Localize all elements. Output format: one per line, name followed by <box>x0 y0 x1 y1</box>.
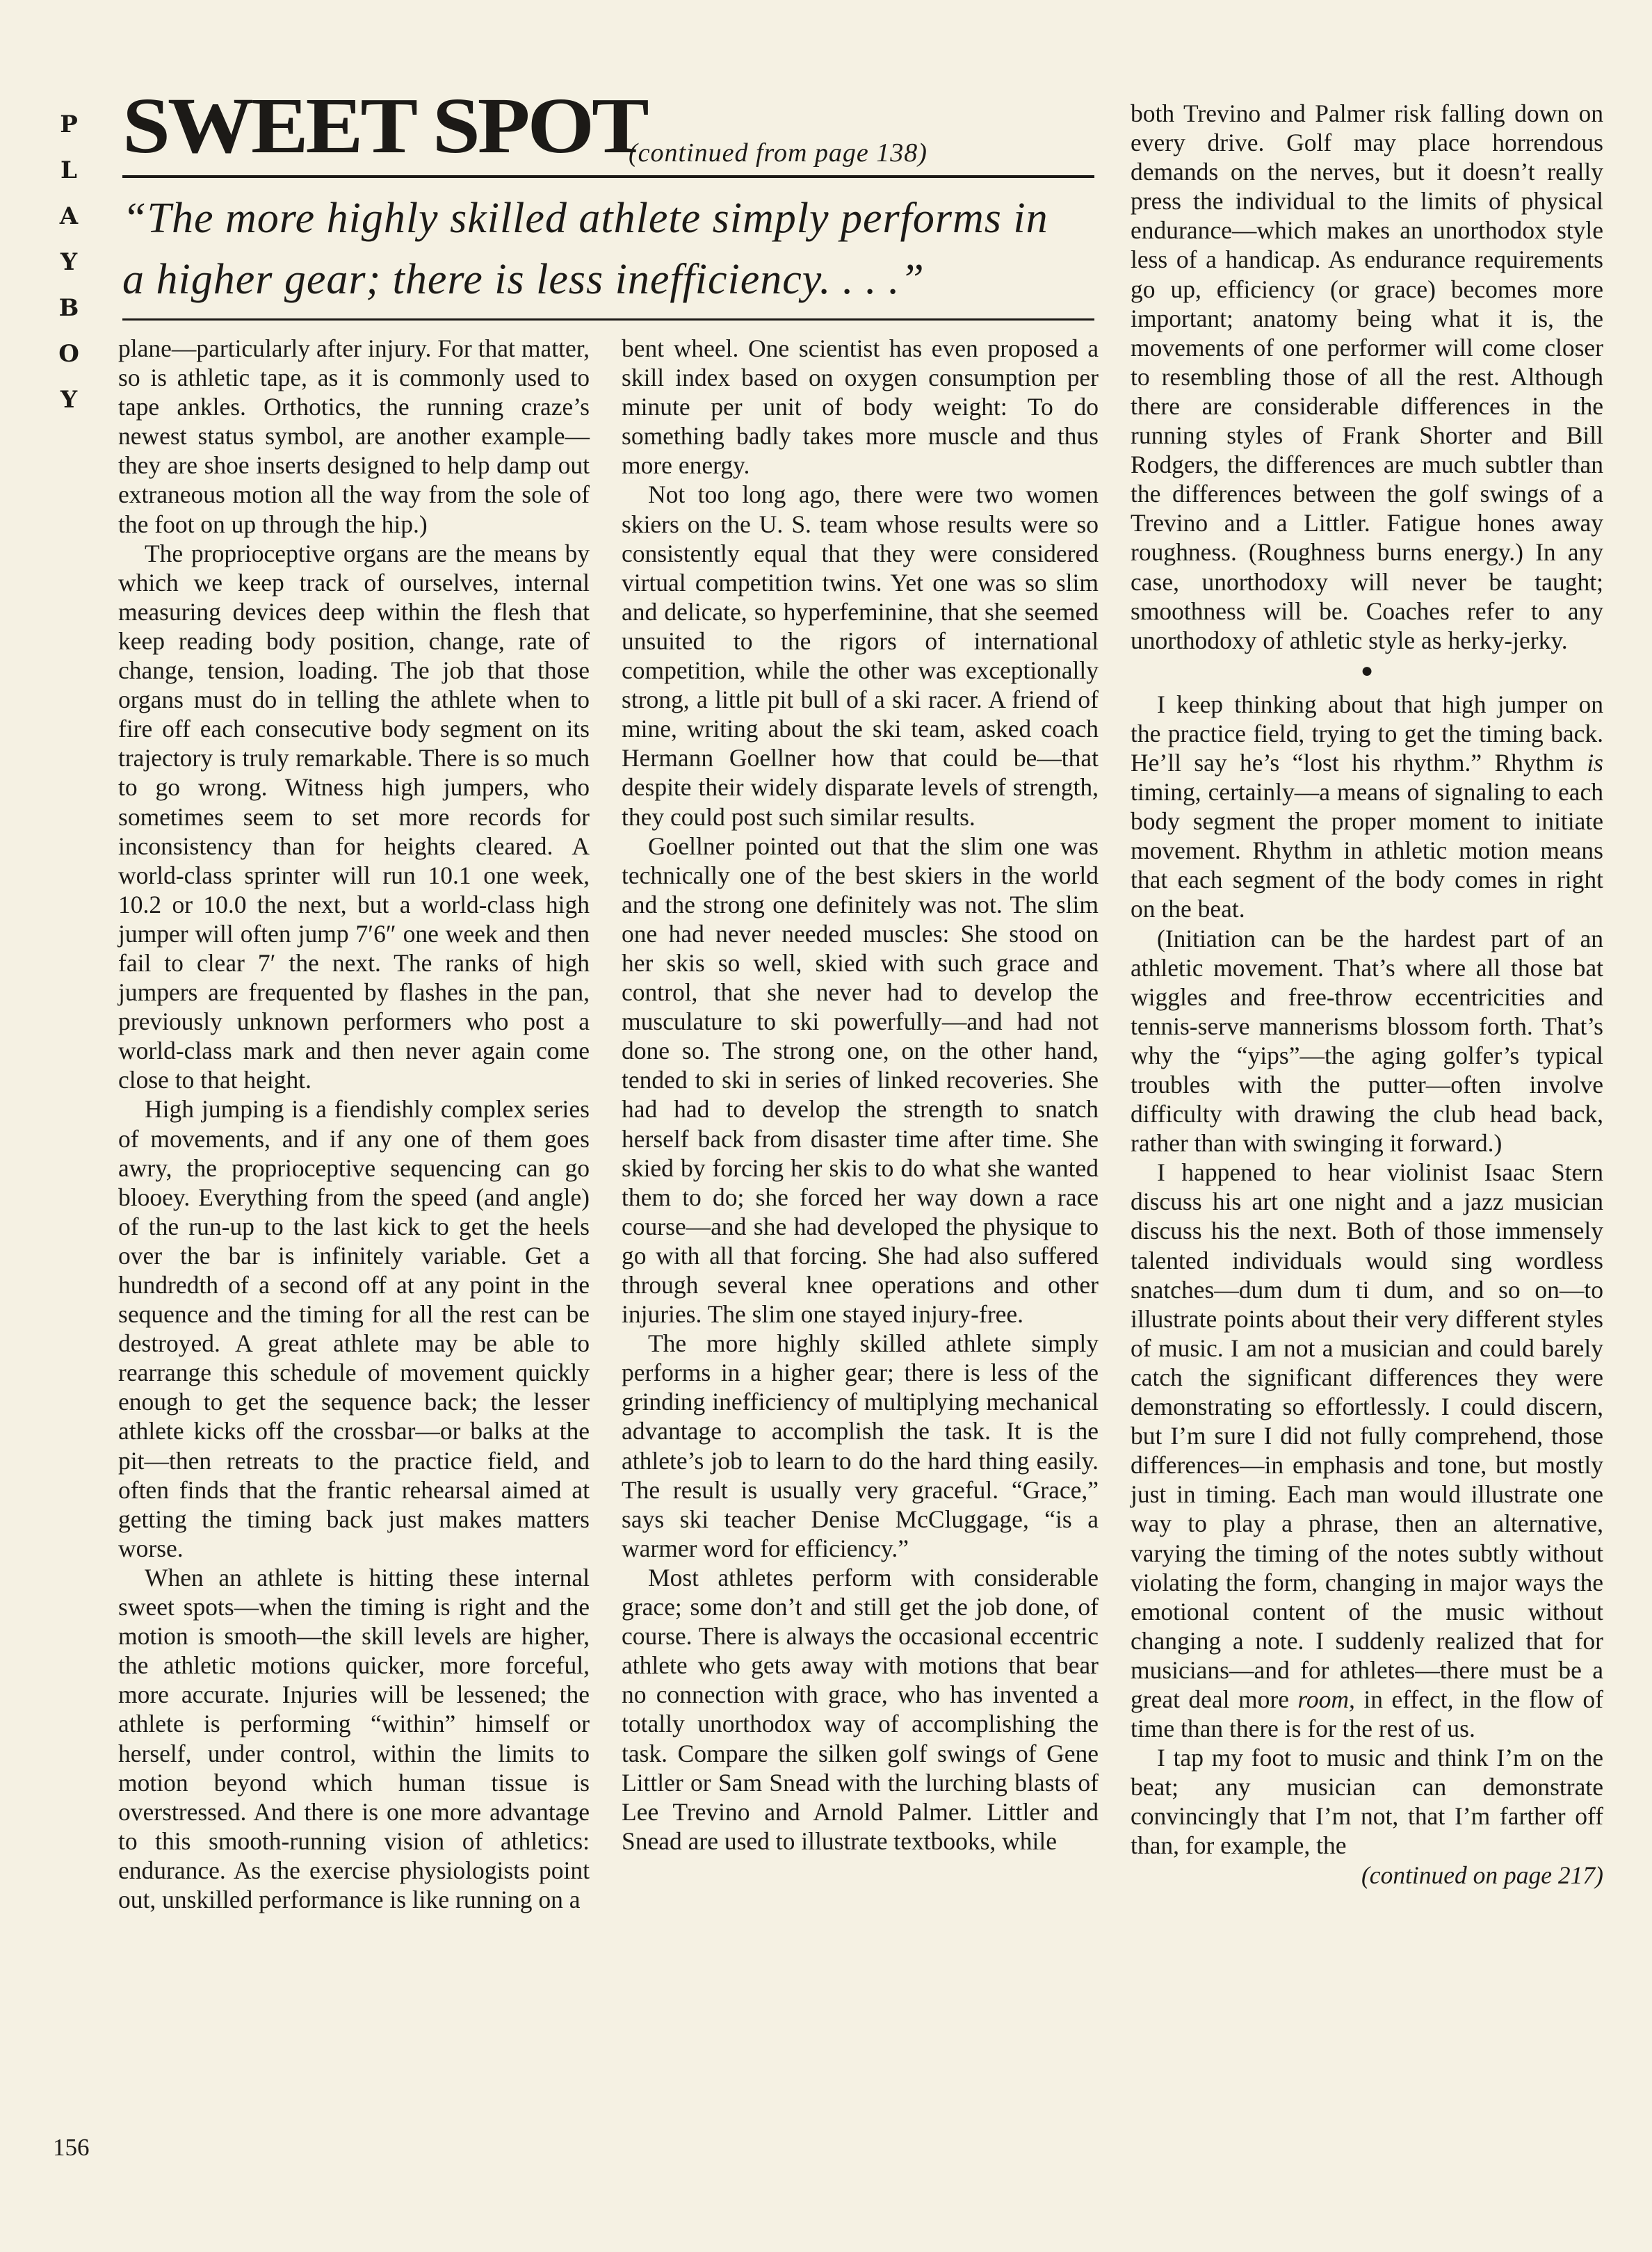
side-label-letter: O <box>58 340 79 368</box>
page-number: 156 <box>53 2134 90 2161</box>
paragraph: plane—particularly after injury. For that matter, so is athletic tape, as it is commonly used to tape ankles. Orthotics, the running craze’s newest status symbol, are another example—they are shoe inserts designed to help damp out extraneous motion all the way from the sole of the foot on up through the hip.) <box>118 334 590 538</box>
paragraph-text: I happened to hear violinist Isaac Stern discuss his art one night and a jazz musician discuss his the next. Both of those immensely talented individuals would sing wordless snatches—dum dum ti dum, and so on—to illustrate points about their very different styles of music. I am not a musician and could barely catch the significant differences they were demonstrating so effortlessly. I could discern, but I’m sure I did not fully comprehend, those differences—in emphasis and tone, but mostly just in timing. Each man would illustrate one way to play a phrase, then an alternative, varying the timing of the notes subtly without violating the form, changing in major ways the emotional content of the music without changing a note. I suddenly realized that for musicians—and for athletes—there must be a great deal more <box>1131 1158 1603 1713</box>
paragraph: The more highly skilled athlete simply performs in a higher gear; there is less of the grinding inefficiency of multiplying mechanical advantage to accomplish the task. It is the athlete’s job to learn to do the hard thing easily. The result is usually very graceful. “Grace,” says ski teacher Denise McCluggage, “is a warmer word for efficiency.” <box>622 1329 1099 1562</box>
pull-quote-rule <box>122 318 1094 321</box>
paragraph-text: I keep thinking about that high jumper on the practice field, trying to get the timing back. He’ll say he’s “lost his rhythm.” Rhythm <box>1131 690 1603 777</box>
pull-quote-line: a higher gear; there is less inefficiency. . . .” <box>122 256 925 303</box>
paragraph-text: timing, certainly—a means of signaling to each body segment the proper moment to initiate movement. Rhythm in athletic motion means that each segment of the body comes in right on the beat. <box>1131 778 1603 923</box>
pull-quote <box>122 188 1096 310</box>
continued-on-note: (continued on page 217) <box>1361 1861 1603 1889</box>
article-header <box>122 81 1096 170</box>
emphasis-text: is <box>1587 748 1603 777</box>
header-rule <box>122 175 1094 178</box>
article-title: SWEET SPOT <box>122 81 647 170</box>
side-label-letter: P <box>60 111 78 138</box>
paragraph: Most athletes perform with considerable grace; some don’t and still get the job done, of course. There is always the occasional eccentric athlete who gets away with motions that bear no connection with grace, who has invented a totally unorthodox way of accomplishing the task. Compare the silken golf swings of Gene Littler or Sam Snead with the lurching blasts of Lee Trevino and Arnold Palmer. Littler and Snead are used to illustrate textbooks, while <box>622 1563 1099 1855</box>
paragraph: When an athlete is hitting these internal sweet spots—when the timing is right and the motion is smooth—the skill levels are higher, the athletic motions quicker, more forceful, more accurate. Injuries will be lessened; the athlete is performing “within” himself or herself, under control, within the limits to motion beyond which human tissue is overstressed. And there is one more advantage to this smooth-running vision of athletics: endurance. As the exercise physiologists point out, unskilled performance is like running on a <box>118 1563 590 1913</box>
paragraph-text: in effect, in the flow of time than there is for the rest of us. <box>1131 1685 1603 1743</box>
paragraph: Not too long ago, there were two women skiers on the U. S. team whose results were so consistently equal that they were considered virtual competition twins. Yet one was so slim and delicate, so hyperfeminine, that she seemed unsuited to the rigors of international competition, while the other was exceptionally strong, a little pit bull of a ski racer. A friend of mine, writing about the ski team, asked coach Hermann Goellner how that could be—that despite their widely disparate levels of strength, they could post such similar results. <box>622 480 1099 831</box>
article-column-3 <box>1131 99 1603 1890</box>
magazine-side-label <box>51 102 86 423</box>
pull-quote-line: “The more highly skilled athlete simply performs in <box>122 195 1048 242</box>
paragraph: (Initiation can be the hardest part of an athletic movement. That’s where all those bat wiggles and free-throw eccentricities and tennis-serve mannerisms blossom forth. That’s why the “yips”—the aging golfer’s typical troubles with the putter—often involve difficulty with drawing the club head back, rather than with swinging it forward.) <box>1131 924 1603 1158</box>
side-label-letter: B <box>58 294 79 322</box>
paragraph <box>1131 690 1603 924</box>
article-column-1 <box>118 334 590 1914</box>
paragraph <box>1131 1158 1603 1743</box>
continued-from-note: (continued from page 138) <box>629 138 928 168</box>
paragraph: bent wheel. One scientist has even proposed a skill index based on oxygen consumption per minute per unit of body weight: To do something badly takes more muscle and thus more energy. <box>622 334 1099 480</box>
section-separator-dot: ● <box>1360 658 1374 682</box>
paragraph: Goellner pointed out that the slim one was technically one of the best skiers in the world and the strong one definitely was not. The slim one had never needed muscles: She stood on her skis so well, skied with such grace and control, that she never had to develop the musculature to ski powerfully—and had not done so. The strong one, on the other hand, tended to ski in series of linked recoveries. She had had to develop the strength to snatch herself back from disaster time after time. She skied by forcing her skis to do what she wanted them to do; she forced her way down a race course—and she had developed the physique to go with all that forcing. She had also suffered through several knee operations and other injuries. The slim one stayed injury-free. <box>622 832 1099 1329</box>
paragraph: I tap my foot to music and think I’m on the beat; any musician can demonstrate convincingly that I’m not, that I’m farther off than, for example, the <box>1131 1744 1603 1860</box>
side-label-letter: L <box>60 156 77 184</box>
emphasis-text: room, <box>1297 1685 1355 1713</box>
side-label-letter: Y <box>60 248 78 276</box>
paragraph: The proprioceptive organs are the means by which we keep track of ourselves, internal measuring devices deep within the flesh that keep reading body position, change, rate of change, tension, loading. The job that those organs must do in telling the athlete when to fire off each consecutive body segment on its trajectory is truly remarkable. There is so much to go wrong. Witness high jumpers, who sometimes seem to set more records for inconsistency than for heights cleared. A world-class sprinter will run 10.1 one week, 10.2 or 10.0 the next, but a world-class high jumper will often jump 7′6″ one week and then fail to clear 7′ the next. The ranks of high jumpers are frequented by flashes in the pan, previously unknown performers who post a world-class mark and then never again come close to that height. <box>118 539 590 1094</box>
side-label-letter: Y <box>60 386 78 414</box>
side-label-letter: A <box>59 202 79 230</box>
paragraph: High jumping is a fiendishly complex series of movements, and if any one of them goes awry, the proprioceptive sequencing can go blooey. Everything from the speed (and angle) of the run-up to the last kick to get the heels over the bar is infinitely variable. Get a hundredth of a second off at any point in the sequence and the timing for all the rest can be destroyed. A great athlete may be able to rearrange this schedule of movement quickly enough to get the sequence back; the lesser athlete kicks off the crossbar—or balks at the pit—then retreats to the practice field, and often finds that the frantic rehearsal aimed at getting the timing back just makes matters worse. <box>118 1095 590 1562</box>
article-column-2 <box>622 334 1099 1856</box>
paragraph: both Trevino and Palmer risk falling down on every drive. Golf may place horrendous demands on the nerves, but it doesn’t really press the individual to the limits of physical endurance—which makes an unorthodox style less of a handicap. As endurance requirements go up, efficiency (or grace) becomes more important; anatomy being what it is, the movements of one performer will come closer to resembling those of all the rest. Although there are considerable differences in the running styles of Frank Shorter and Bill Rodgers, the differences are much subtler than the differences between the golf swings of a Trevino and a Littler. Fatigue hones away roughness. (Roughness burns energy.) In any case, unorthodoxy will never be taught; smoothness will be. Coaches refer to any unorthodoxy of athletic style as herky-jerky. <box>1131 99 1603 654</box>
